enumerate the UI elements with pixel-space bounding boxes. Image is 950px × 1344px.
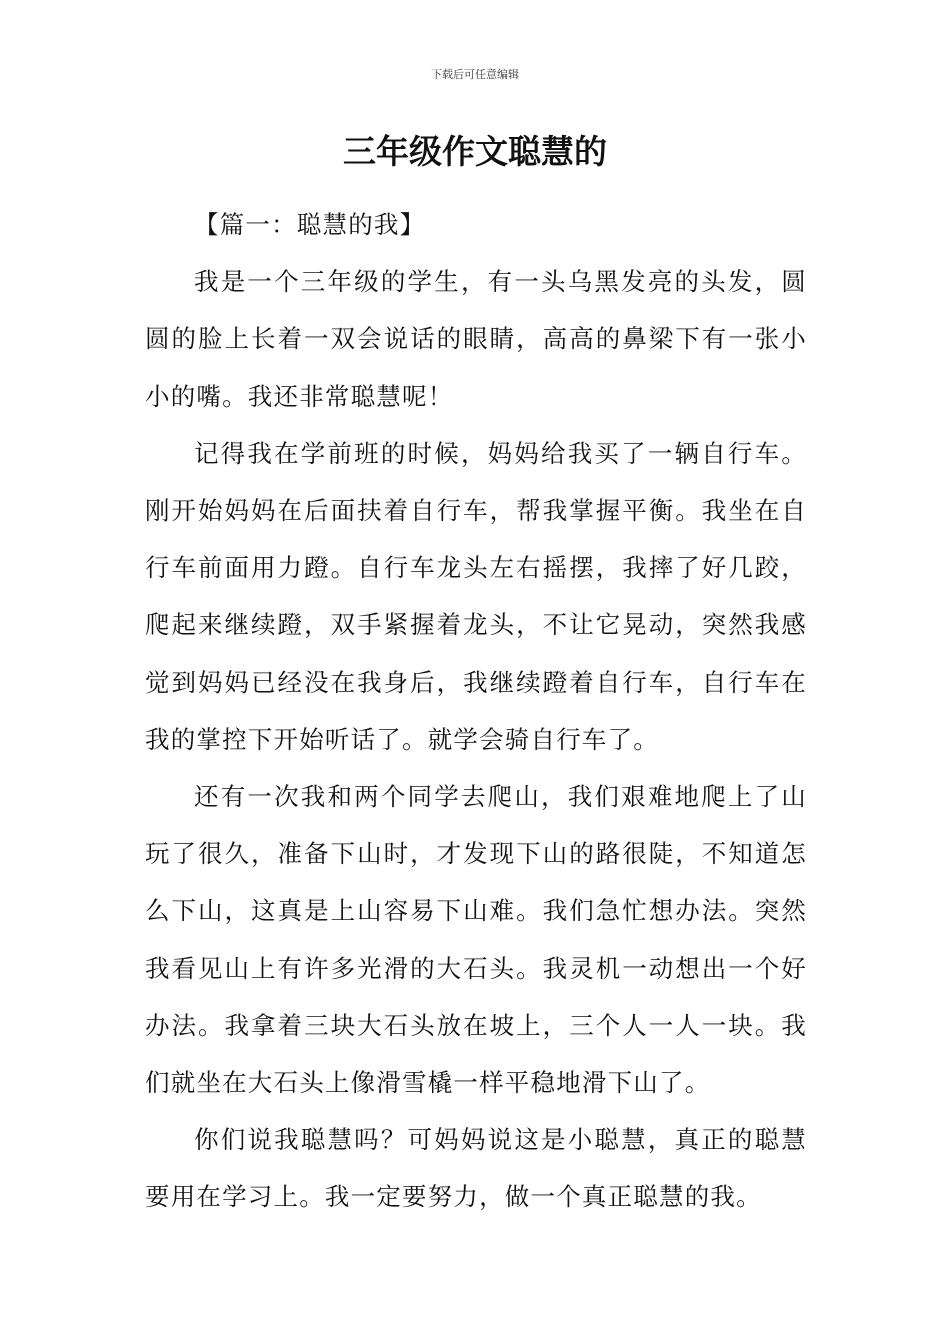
paragraph: 你们说我聪慧吗？可妈妈说这是小聪慧，真正的聪慧要用在学习上。我一定要努力，做一个真正聪慧的我。 (145, 1125, 807, 1212)
document-title: 三年级作文聪慧的 (343, 132, 607, 171)
header-note: 下载后可任意编辑 (431, 68, 519, 81)
paragraph: 还有一次我和两个同学去爬山，我们艰难地爬上了山玩了很久，准备下山时，才发现下山的路很陡，不知道怎么下山，这真是上山容易下山难。我们急忙想办法。突然我看见山上有许多光滑的大石头。我灵机一动想出一个好办法。我拿着三块大石头放在坡上，三个人一人一块。我们就坐在大石头上像滑雪橇一样平稳地滑下山了。 (145, 782, 807, 1098)
document-body (145, 196, 807, 1226)
paragraph: 记得我在学前班的时候，妈妈给我买了一辆自行车。刚开始妈妈在后面扶着自行车，帮我掌握平衡。我坐在自行车前面用力蹬。自行车龙头左右摇摆，我摔了好几跤，爬起来继续蹬，双手紧握着龙头，不让它晃动，突然我感觉到妈妈已经没在我身后，我继续蹬着自行车，自行车在我的掌控下开始听话了。就学会骑自行车了。 (145, 438, 807, 754)
paragraph: 我是一个三年级的学生，有一头乌黑发亮的头发，圆圆的脸上长着一双会说话的眼睛，高高的鼻梁下有一张小小的嘴。我还非常聪慧呢！ (145, 267, 807, 411)
section-heading: 【篇一：聪慧的我】 (194, 210, 426, 239)
